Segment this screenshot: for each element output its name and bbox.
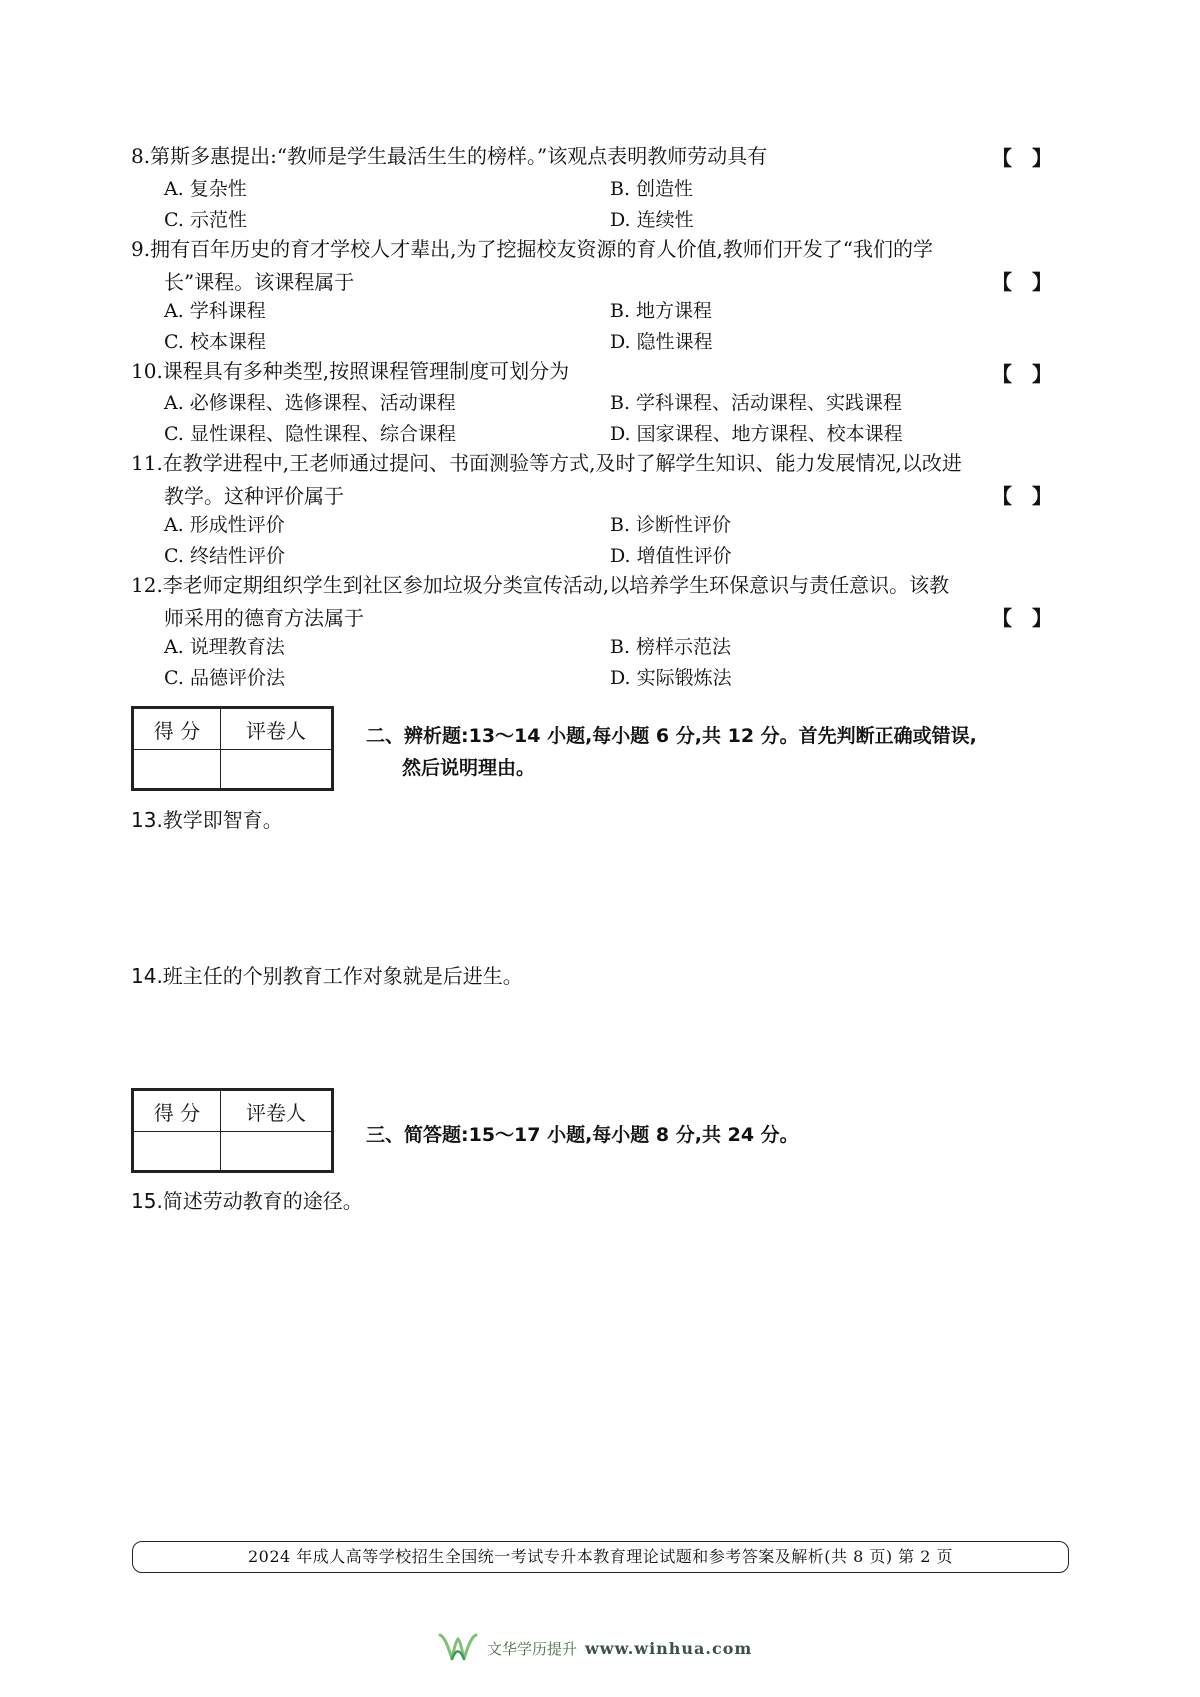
option-8a: A. 复杂性 xyxy=(164,178,247,200)
answer-bracket-10: 【】 xyxy=(992,362,1072,386)
answer-bracket-11: 【】 xyxy=(992,484,1072,508)
question-9-text: 9.拥有百年历史的育才学校人才辈出,为了挖掘校友资源的育人价值,教师们开发了“我们的学 xyxy=(131,237,934,261)
question-11-text-cont: 教学。这种评价属于 xyxy=(164,484,344,508)
question-15: 15.简述劳动教育的途径。 xyxy=(131,1189,363,1213)
option-10d: D. 国家课程、地方课程、校本课程 xyxy=(610,423,903,445)
grader-label: 评卷人 xyxy=(220,709,331,750)
score-cell xyxy=(134,750,221,789)
option-9c: C. 校本课程 xyxy=(164,331,266,353)
question-12-text-cont: 师采用的德育方法属于 xyxy=(164,606,364,630)
winhua-logo-icon xyxy=(437,1629,479,1667)
question-10-stem xyxy=(131,355,1071,388)
answer-bracket-12: 【】 xyxy=(992,606,1072,630)
watermark xyxy=(437,1628,752,1668)
question-8-text: 8.第斯多惠提出:“教师是学生最活生生的榜样。”该观点表明教师劳动具有 xyxy=(131,144,768,168)
option-12d: D. 实际锻炼法 xyxy=(610,667,732,689)
grader-cell xyxy=(220,1132,331,1171)
question-12-stem xyxy=(131,569,1071,635)
question-9-stem xyxy=(131,233,1071,299)
option-8c: C. 示范性 xyxy=(164,209,247,231)
option-11b: B. 诊断性评价 xyxy=(610,514,732,536)
option-12c: C. 品德评价法 xyxy=(164,667,285,689)
question-9-text-cont: 长”课程。该课程属于 xyxy=(164,270,355,294)
question-14: 14.班主任的个别教育工作对象就是后进生。 xyxy=(131,964,523,988)
score-cell xyxy=(134,1132,221,1171)
section-3-title-text: 三、简答题:15～17 小题,每小题 8 分,共 24 分。 xyxy=(366,1124,799,1146)
grader-cell xyxy=(220,750,331,789)
question-11-text: 11.在教学进程中,王老师通过提问、书面测验等方式,及时了解学生知识、能力发展情况,以改进 xyxy=(131,451,962,475)
option-10a: A. 必修课程、选修课程、活动课程 xyxy=(164,392,456,414)
grader-label: 评卷人 xyxy=(220,1091,331,1132)
question-13: 13.教学即智育。 xyxy=(131,808,283,832)
option-11c: C. 终结性评价 xyxy=(164,545,285,567)
answer-bracket-8: 【】 xyxy=(992,146,1072,170)
section-2-title-line1: 二、辨析题:13～14 小题,每小题 6 分,共 12 分。首先判断正确或错误, xyxy=(366,725,977,747)
score-box-section-3 xyxy=(131,1088,334,1173)
option-12b: B. 榜样示范法 xyxy=(610,636,732,658)
section-3-title xyxy=(366,1119,1076,1151)
section-2-title xyxy=(366,720,1076,784)
option-10b: B. 学科课程、活动课程、实践课程 xyxy=(610,392,903,414)
watermark-url[interactable]: www.winhua.com xyxy=(585,1638,753,1658)
section-2-title-line2: 然后说明理由。 xyxy=(402,757,536,779)
question-11-stem xyxy=(131,447,1071,513)
score-box-section-2 xyxy=(131,706,334,791)
answer-bracket-9: 【】 xyxy=(992,270,1072,294)
question-10-text: 10.课程具有多种类型,按照课程管理制度可划分为 xyxy=(131,359,570,383)
option-9d: D. 隐性课程 xyxy=(610,331,713,353)
option-9a: A. 学科课程 xyxy=(164,300,266,322)
option-8d: D. 连续性 xyxy=(610,209,694,231)
option-9b: B. 地方课程 xyxy=(610,300,713,322)
page-footer: 2024 年成人高等学校招生全国统一考试专升本教育理论试题和参考答案及解析(共 8 页) 第 2 页 xyxy=(132,1541,1069,1573)
option-11a: A. 形成性评价 xyxy=(164,514,285,536)
option-10c: C. 显性课程、隐性课程、综合课程 xyxy=(164,423,456,445)
question-12-text: 12.李老师定期组织学生到社区参加垃圾分类宣传活动,以培养学生环保意识与责任意识。该教 xyxy=(131,573,950,597)
question-8-stem xyxy=(131,140,1071,173)
score-label: 得 分 xyxy=(134,1091,221,1132)
option-8b: B. 创造性 xyxy=(610,178,694,200)
option-12a: A. 说理教育法 xyxy=(164,636,285,658)
option-11d: D. 增值性评价 xyxy=(610,545,732,567)
score-label: 得 分 xyxy=(134,709,221,750)
watermark-text: 文华学历提升 xyxy=(487,1639,578,1658)
